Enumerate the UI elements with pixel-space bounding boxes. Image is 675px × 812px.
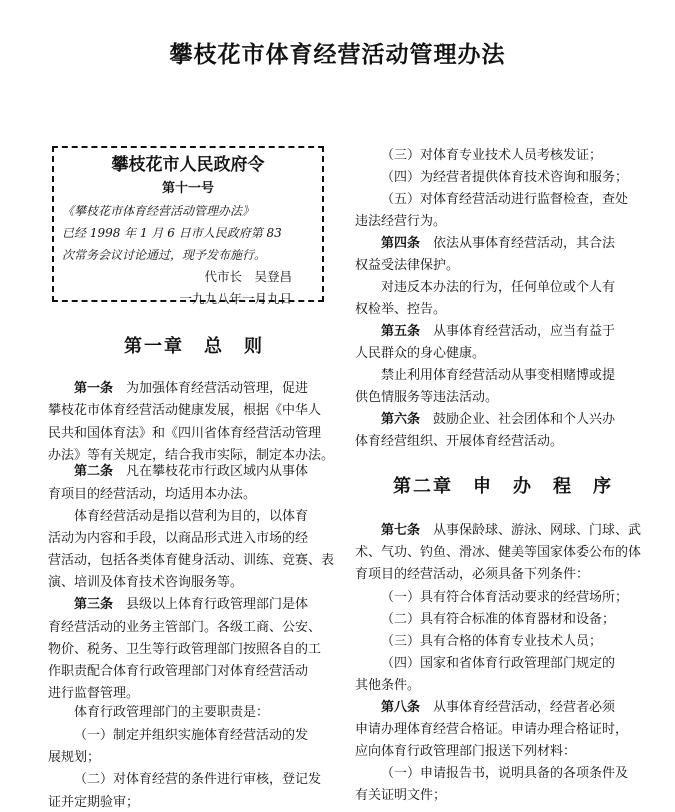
line-text: （一）制定并组织实施体育经营活动的发 (74, 728, 309, 743)
paragraph-line (74, 597, 308, 613)
paragraph-line (355, 214, 446, 230)
paragraph-line (355, 788, 446, 804)
paragraph-line (355, 434, 563, 450)
paragraph-line (381, 192, 628, 208)
paragraph-line (355, 678, 420, 694)
order-line: 已经 1998 年 1 月 6 日市人民政府第 83 (62, 226, 282, 240)
line-text: （二）具有符合标准的体育器材和设备； (381, 612, 616, 627)
paragraph-line (381, 634, 602, 650)
line-text: 办法》等有关规定，结合我市实际，制定本办法。 (48, 448, 335, 463)
line-text: （四）为经营者提供体育技术咨询和服务； (381, 170, 629, 185)
paragraph-line (74, 464, 308, 480)
paragraph-line (48, 620, 321, 636)
line-text: 应向体育行政管理部门报送下列材料： (355, 744, 577, 759)
paragraph-line (381, 523, 641, 539)
paragraph-line (381, 612, 615, 628)
paragraph-line (48, 426, 321, 442)
paragraph-line (355, 302, 446, 318)
line-text: 演、培训及体育技术咨询服务等。 (48, 575, 244, 590)
paragraph-line (381, 368, 615, 384)
line-text: 育经营活动的业务主管部门。各级工商、公安、 (48, 620, 322, 635)
document-title: 攀枝花市体育经营活动管理办法 (169, 42, 506, 68)
line-text: 县级以上体育行政管理部门是体 (113, 597, 309, 612)
paragraph-line (381, 656, 615, 672)
line-text: 对违反本办法的行为，任何单位或个人有 (381, 280, 616, 295)
order-signature: 代市长 吴登昌 (204, 269, 292, 284)
line-text: 依法从事体育经营活动，其合法 (420, 236, 616, 251)
paragraph-line (355, 346, 485, 362)
article-number: 第二条 (74, 464, 114, 479)
paragraph-line (48, 575, 243, 591)
paragraph-line (48, 531, 308, 547)
paragraph-line (381, 324, 615, 340)
line-text: 从事保龄球、游泳、网球、门球、武 (420, 523, 642, 538)
line-text: 禁止利用体育经营活动从事变相赌博或提 (381, 368, 616, 383)
order-line: 《攀枝花市体育经营活动管理办法》 (62, 204, 255, 218)
line-text: 进行监督管理。 (48, 686, 140, 701)
line-text: （五）对体育经营活动进行监督检查，查处 (381, 192, 629, 207)
paragraph-line (48, 487, 256, 503)
paragraph-line (48, 403, 321, 419)
line-text: 作职责配合体育行政管理部门对体育经营活动 (48, 664, 309, 679)
line-text: 从事体育经营活动，经营者必须 (420, 700, 616, 715)
article-number: 第三条 (74, 597, 114, 612)
paragraph-line (48, 664, 308, 680)
paragraph-line (381, 766, 628, 782)
paragraph-line (74, 381, 308, 397)
line-text: （一）申请报告书，说明具备的各项条件及 (381, 766, 629, 781)
article-number: 第一条 (74, 381, 114, 396)
line-text: 民共和国体育法》和《四川省体育经营活动管理 (48, 426, 322, 441)
line-text: 违法经营行为。 (355, 214, 447, 229)
line-text: 为加强体育经营活动管理，促进 (113, 381, 309, 396)
order-heading: 攀枝花市人民政府令 (111, 155, 265, 175)
line-text: 活动为内容和手段，以商品形式进入市场的经 (48, 531, 309, 546)
paragraph-line (381, 170, 628, 186)
paragraph-line (48, 642, 321, 658)
line-text: （二）对体育经营的条件进行审核，登记发 (74, 772, 322, 787)
paragraph-line (381, 148, 602, 164)
line-text: （一）具有符合体育活动要求的经营场所； (381, 590, 629, 605)
order-date: 一九九八年一月九日 (179, 291, 292, 306)
paragraph-line (381, 280, 615, 296)
paragraph-line (355, 567, 589, 583)
line-text: 权益受法律保护。 (355, 258, 460, 273)
line-text: 从事体育经营活动，应当有益于 (420, 324, 616, 339)
chapter-heading: 第一章 总 则 (124, 336, 264, 357)
paragraph-line (355, 744, 576, 760)
line-text: 育项目的经营活动，必须具备下列条件： (355, 567, 590, 582)
government-order-box (52, 146, 324, 306)
paragraph-line (48, 750, 100, 766)
line-text: 有关证明文件； (355, 788, 447, 803)
line-text: 营活动，包括各类体育健身活动、训练、竞赛、表 (48, 553, 335, 568)
line-text: 攀枝花市体育经营活动健康发展，根据《中华人 (48, 403, 322, 418)
paragraph-line (48, 686, 139, 702)
line-text: （四）国家和省体育行政管理部门规定的 (381, 656, 616, 671)
paragraph-line (74, 772, 321, 788)
line-text: 人民群众的身心健康。 (355, 346, 486, 361)
paragraph-line (48, 553, 334, 569)
paragraph-line (355, 258, 459, 274)
order-line: 次常务会议讨论通过，现予发布施行。 (62, 248, 267, 262)
line-text: 物价、税务、卫生等行政管理部门按照各自的工 (48, 642, 322, 657)
paragraph-line (74, 705, 269, 721)
line-text: （三）对体育专业技术人员考核发证； (381, 148, 603, 163)
order-number: 第十一号 (161, 181, 214, 196)
chapter-heading: 第二章 申 办 程 序 (393, 476, 613, 497)
paragraph-line (74, 509, 308, 525)
line-text: 体育行政管理部门的主要职责是： (74, 705, 270, 720)
line-text: 供色情服务等违法活动。 (355, 390, 499, 405)
article-number: 第六条 (381, 412, 421, 427)
paragraph-line (381, 412, 615, 428)
article-number: 第五条 (381, 324, 421, 339)
line-text: 术、气功、钓鱼、滑冰、健美等国家体委公布的体 (355, 545, 642, 560)
line-text: 育项目的经营活动，均适用本办法。 (48, 487, 257, 502)
paragraph-line (381, 590, 628, 606)
line-text: 其他条件。 (355, 678, 421, 693)
paragraph-line (48, 448, 334, 464)
line-text: 权检举、控告。 (355, 302, 447, 317)
line-text: 凡在攀枝花市行政区域内从事体 (113, 464, 309, 479)
paragraph-line (74, 728, 308, 744)
paragraph-line (355, 545, 641, 561)
line-text: 体育经营组织、开展体育经营活动。 (355, 434, 564, 449)
line-text: 展规划； (48, 750, 101, 765)
line-text: （三）具有合格的体育专业技术人员； (381, 634, 603, 649)
line-text: 鼓励企业、社会团体和个人兴办 (420, 412, 616, 427)
article-number: 第七条 (381, 523, 421, 538)
paragraph-line (355, 390, 498, 406)
paragraph-line (381, 700, 615, 716)
line-text: 证并定期验审； (48, 795, 140, 810)
paragraph-line (48, 795, 139, 811)
paragraph-line (381, 236, 615, 252)
line-text: 体育经营活动是指以营利为目的，以体育 (74, 509, 309, 524)
line-text: 申请办理体育经营合格证。申请办理合格证时， (355, 722, 629, 737)
article-number: 第八条 (381, 700, 421, 715)
paragraph-line (355, 722, 628, 738)
article-number: 第四条 (381, 236, 421, 251)
